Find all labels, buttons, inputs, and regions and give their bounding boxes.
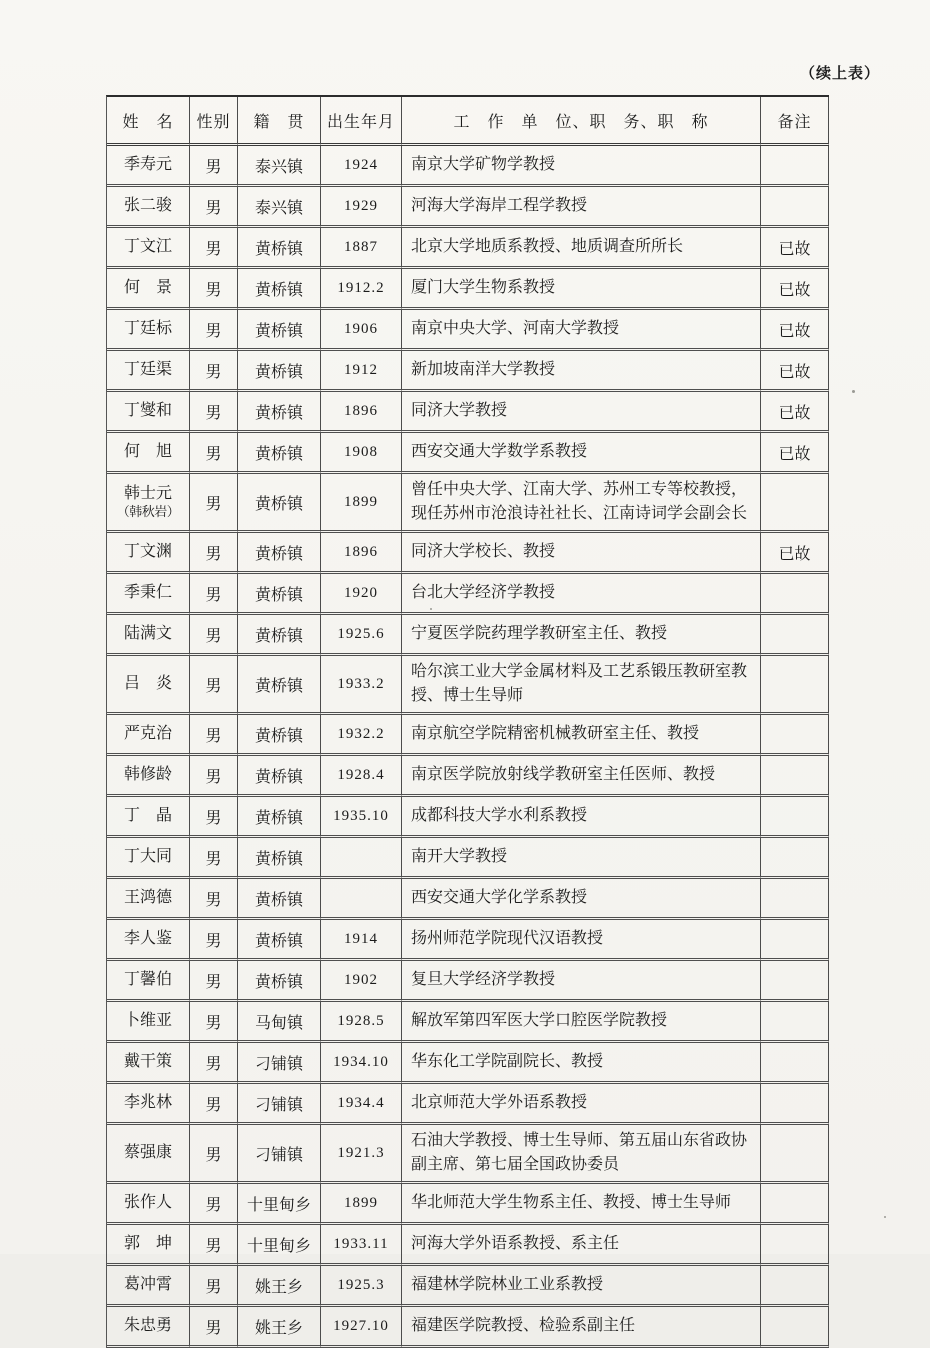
gender-cell: 男: [190, 187, 238, 228]
work-unit-cell: 西安交通大学数学系教授: [402, 433, 761, 474]
native-place-cell: 黄桥镇: [238, 797, 321, 838]
person-name: 卜维亚: [123, 1012, 172, 1029]
name-cell: [107, 879, 190, 920]
native-place-cell: 刁铺镇: [238, 1043, 321, 1084]
person-name: 李人鉴: [123, 930, 172, 947]
native-place-cell: 黄桥镇: [238, 615, 321, 656]
note-cell: [761, 1225, 829, 1266]
table-header: [107, 97, 829, 146]
note-cell: [761, 187, 829, 228]
name-cell: [107, 1225, 190, 1266]
person-name: 丁燮和: [123, 402, 172, 419]
table-row: [107, 1002, 829, 1043]
gender-cell: 男: [190, 920, 238, 961]
name-cell: [107, 351, 190, 392]
name-cell: [107, 269, 190, 310]
note-cell: [761, 961, 829, 1002]
work-unit-cell: 同济大学校长、教授: [402, 533, 761, 574]
note-cell: [761, 474, 829, 533]
work-unit-cell: 宁夏医学院药理学教研室主任、教授: [402, 615, 761, 656]
note-cell: 已故: [761, 269, 829, 310]
column-header: 出生年月: [321, 97, 402, 146]
person-name: 丁廷标: [123, 320, 172, 337]
work-unit-cell: 河海大学外语系教授、系主任: [402, 1225, 761, 1266]
table-row: [107, 1125, 829, 1184]
gender-cell: 男: [190, 228, 238, 269]
work-unit-cell: 西安交通大学化学系教授: [402, 879, 761, 920]
person-name: 葛冲霄: [123, 1276, 172, 1293]
table-row: [107, 146, 829, 187]
note-cell: [761, 797, 829, 838]
native-place-cell: 泰兴镇: [238, 146, 321, 187]
gender-cell: 男: [190, 838, 238, 879]
gender-cell: 男: [190, 1043, 238, 1084]
person-name: 李兆林: [123, 1094, 172, 1111]
native-place-cell: 马甸镇: [238, 1002, 321, 1043]
gender-cell: 男: [190, 269, 238, 310]
gender-cell: 男: [190, 1125, 238, 1184]
birth-date-cell: 1933.2: [321, 656, 402, 715]
birth-date-cell: 1912: [321, 351, 402, 392]
note-cell: 已故: [761, 351, 829, 392]
note-cell: [761, 920, 829, 961]
native-place-cell: 黄桥镇: [238, 879, 321, 920]
birth-date-cell: 1896: [321, 533, 402, 574]
table-row: [107, 228, 829, 269]
gender-cell: 男: [190, 351, 238, 392]
native-place-cell: 黄桥镇: [238, 392, 321, 433]
name-cell: [107, 574, 190, 615]
note-cell: [761, 615, 829, 656]
note-cell: 已故: [761, 228, 829, 269]
birth-date-cell: [321, 879, 402, 920]
native-place-cell: 姚王乡: [238, 1307, 321, 1348]
name-cell: [107, 1184, 190, 1225]
note-cell: 已故: [761, 392, 829, 433]
gender-cell: 男: [190, 433, 238, 474]
note-cell: [761, 1184, 829, 1225]
birth-date-cell: 1925.3: [321, 1266, 402, 1307]
name-cell: [107, 838, 190, 879]
table-row: [107, 533, 829, 574]
person-alt-name: （韩秋岩）: [116, 503, 180, 519]
note-cell: [761, 879, 829, 920]
person-name: 张二骏: [123, 197, 172, 214]
note-cell: [761, 715, 829, 756]
native-place-cell: 泰兴镇: [238, 187, 321, 228]
native-place-cell: 黄桥镇: [238, 656, 321, 715]
gender-cell: 男: [190, 756, 238, 797]
name-cell: [107, 392, 190, 433]
native-place-cell: 黄桥镇: [238, 310, 321, 351]
name-cell: [107, 433, 190, 474]
birth-date-cell: 1934.4: [321, 1084, 402, 1125]
name-cell: [107, 756, 190, 797]
note-cell: [761, 1125, 829, 1184]
work-unit-cell: 厦门大学生物系教授: [402, 269, 761, 310]
person-name: 丁馨伯: [123, 971, 172, 988]
person-name: 丁廷渠: [123, 361, 172, 378]
note-cell: [761, 656, 829, 715]
name-cell: [107, 146, 190, 187]
work-unit-cell: 同济大学教授: [402, 392, 761, 433]
table-row: [107, 433, 829, 474]
native-place-cell: 黄桥镇: [238, 269, 321, 310]
person-name: 季寿元: [123, 156, 172, 173]
person-name: 何 景: [123, 279, 172, 296]
native-place-cell: 黄桥镇: [238, 351, 321, 392]
scan-speck: [852, 390, 855, 393]
work-unit-cell: 曾任中央大学、江南大学、苏州工专等校教授，现任苏州市沧浪诗社社长、江南诗词学会副会长: [402, 474, 761, 533]
gender-cell: 男: [190, 656, 238, 715]
birth-date-cell: 1924: [321, 146, 402, 187]
name-cell: [107, 797, 190, 838]
note-cell: [761, 1002, 829, 1043]
table-row: [107, 920, 829, 961]
table-row: [107, 269, 829, 310]
person-name: 丁大同: [123, 848, 172, 865]
table-row: [107, 392, 829, 433]
work-unit-cell: 福建医学院教授、检验系副主任: [402, 1307, 761, 1348]
table-row: [107, 1307, 829, 1348]
name-cell: [107, 961, 190, 1002]
birth-date-cell: 1914: [321, 920, 402, 961]
birth-date-cell: 1933.11: [321, 1225, 402, 1266]
table-row: [107, 574, 829, 615]
native-place-cell: 黄桥镇: [238, 533, 321, 574]
birth-date-cell: 1906: [321, 310, 402, 351]
birth-date-cell: 1896: [321, 392, 402, 433]
name-cell: [107, 1002, 190, 1043]
native-place-cell: 黄桥镇: [238, 474, 321, 533]
birth-date-cell: 1932.2: [321, 715, 402, 756]
header-row: [107, 97, 829, 146]
scan-speck: [884, 1216, 886, 1218]
native-place-cell: 黄桥镇: [238, 838, 321, 879]
continuation-note: （续上表）: [799, 66, 880, 82]
native-place-cell: 姚王乡: [238, 1266, 321, 1307]
native-place-cell: 十里甸乡: [238, 1225, 321, 1266]
note-cell: [761, 574, 829, 615]
gender-cell: 男: [190, 310, 238, 351]
table-row: [107, 1266, 829, 1307]
birth-date-cell: 1935.10: [321, 797, 402, 838]
note-cell: [761, 1266, 829, 1307]
person-name: 朱忠勇: [123, 1317, 172, 1334]
name-cell: [107, 1043, 190, 1084]
gender-cell: 男: [190, 1184, 238, 1225]
table-row: [107, 310, 829, 351]
note-cell: [761, 1043, 829, 1084]
gender-cell: 男: [190, 392, 238, 433]
birth-date-cell: 1925.6: [321, 615, 402, 656]
column-header: 籍 贯: [238, 97, 321, 146]
native-place-cell: 黄桥镇: [238, 574, 321, 615]
native-place-cell: 黄桥镇: [238, 433, 321, 474]
work-unit-cell: 华东化工学院副院长、教授: [402, 1043, 761, 1084]
table-row: [107, 615, 829, 656]
work-unit-cell: 北京大学地质系教授、地质调查所所长: [402, 228, 761, 269]
note-cell: 已故: [761, 533, 829, 574]
person-name: 季秉仁: [123, 584, 172, 601]
work-unit-cell: 南开大学教授: [402, 838, 761, 879]
column-header: 工 作 单 位、职 务、职 称: [402, 97, 761, 146]
column-header: 姓 名: [107, 97, 190, 146]
person-name: 王鸿德: [123, 889, 172, 906]
birth-date-cell: 1934.10: [321, 1043, 402, 1084]
person-name: 何 旭: [123, 443, 172, 460]
native-place-cell: 黄桥镇: [238, 961, 321, 1002]
person-name: 韩修龄: [123, 766, 172, 783]
person-name: 丁文渊: [123, 543, 172, 560]
person-name: 张作人: [123, 1194, 172, 1211]
native-place-cell: 黄桥镇: [238, 920, 321, 961]
note-cell: 已故: [761, 433, 829, 474]
person-name: 戴干策: [123, 1053, 172, 1070]
person-name: 吕 炎: [123, 675, 172, 692]
gender-cell: 男: [190, 1084, 238, 1125]
birth-date-cell: 1920: [321, 574, 402, 615]
name-cell: [107, 1125, 190, 1184]
native-place-cell: 刁铺镇: [238, 1125, 321, 1184]
work-unit-cell: 新加坡南洋大学教授: [402, 351, 761, 392]
work-unit-cell: 河海大学海岸工程学教授: [402, 187, 761, 228]
note-cell: [761, 838, 829, 879]
table-row: [107, 474, 829, 533]
note-cell: [761, 1084, 829, 1125]
name-cell: [107, 1307, 190, 1348]
column-header: 性别: [190, 97, 238, 146]
table-row: [107, 187, 829, 228]
birth-date-cell: 1929: [321, 187, 402, 228]
gender-cell: 男: [190, 615, 238, 656]
native-place-cell: 十里甸乡: [238, 1184, 321, 1225]
gender-cell: 男: [190, 533, 238, 574]
gender-cell: 男: [190, 715, 238, 756]
name-cell: [107, 920, 190, 961]
person-name: 丁文江: [123, 238, 172, 255]
birth-date-cell: 1921.3: [321, 1125, 402, 1184]
table-row: [107, 756, 829, 797]
name-cell: [107, 228, 190, 269]
work-unit-cell: 哈尔滨工业大学金属材料及工艺系锻压教研室教授、博士生导师: [402, 656, 761, 715]
gender-cell: 男: [190, 474, 238, 533]
name-cell: [107, 715, 190, 756]
work-unit-cell: 解放军第四军医大学口腔医学院教授: [402, 1002, 761, 1043]
table-row: [107, 961, 829, 1002]
birth-date-cell: 1912.2: [321, 269, 402, 310]
table-row: [107, 1043, 829, 1084]
table-row: [107, 879, 829, 920]
work-unit-cell: 南京中央大学、河南大学教授: [402, 310, 761, 351]
gender-cell: 男: [190, 1307, 238, 1348]
table-row: [107, 797, 829, 838]
scan-speck: [430, 608, 432, 610]
work-unit-cell: 复旦大学经济学教授: [402, 961, 761, 1002]
table-row: [107, 351, 829, 392]
name-cell: [107, 656, 190, 715]
table-row: [107, 838, 829, 879]
table-row: [107, 715, 829, 756]
note-cell: 已故: [761, 310, 829, 351]
column-header: 备注: [761, 97, 829, 146]
gender-cell: 男: [190, 146, 238, 187]
person-name: 蔡强康: [123, 1144, 172, 1161]
native-place-cell: 黄桥镇: [238, 228, 321, 269]
native-place-cell: 黄桥镇: [238, 715, 321, 756]
gender-cell: 男: [190, 574, 238, 615]
person-name: 严克治: [123, 725, 172, 742]
birth-date-cell: 1899: [321, 474, 402, 533]
birth-date-cell: 1902: [321, 961, 402, 1002]
table-row: [107, 1184, 829, 1225]
work-unit-cell: 石油大学教授、博士生导师、第五届山东省政协副主席、第七届全国政协委员: [402, 1125, 761, 1184]
person-name: 韩士元: [123, 484, 172, 502]
work-unit-cell: 北京师范大学外语系教授: [402, 1084, 761, 1125]
gender-cell: 男: [190, 879, 238, 920]
birth-date-cell: 1927.10: [321, 1307, 402, 1348]
person-name: 陆满文: [123, 625, 172, 642]
birth-date-cell: 1887: [321, 228, 402, 269]
work-unit-cell: 南京航空学院精密机械教研室主任、教授: [402, 715, 761, 756]
gender-cell: 男: [190, 797, 238, 838]
work-unit-cell: 福建林学院林业工业系教授: [402, 1266, 761, 1307]
person-name: 郭 坤: [123, 1235, 172, 1252]
birth-date-cell: 1899: [321, 1184, 402, 1225]
birth-date-cell: [321, 838, 402, 879]
work-unit-cell: 成都科技大学水利系教授: [402, 797, 761, 838]
native-place-cell: 刁铺镇: [238, 1084, 321, 1125]
work-unit-cell: 台北大学经济学教授: [402, 574, 761, 615]
note-cell: [761, 756, 829, 797]
table-row: [107, 1225, 829, 1266]
name-cell: [107, 474, 190, 533]
gender-cell: 男: [190, 1002, 238, 1043]
note-cell: [761, 146, 829, 187]
gender-cell: 男: [190, 1266, 238, 1307]
work-unit-cell: 扬州师范学院现代汉语教授: [402, 920, 761, 961]
gender-cell: 男: [190, 961, 238, 1002]
person-name: 丁 晶: [123, 807, 172, 824]
birth-date-cell: 1928.5: [321, 1002, 402, 1043]
people-table: [106, 95, 829, 1348]
work-unit-cell: 华北师范大学生物系主任、教授、博士生导师: [402, 1184, 761, 1225]
birth-date-cell: 1908: [321, 433, 402, 474]
table-row: [107, 1084, 829, 1125]
name-cell: [107, 533, 190, 574]
work-unit-cell: 南京大学矿物学教授: [402, 146, 761, 187]
birth-date-cell: 1928.4: [321, 756, 402, 797]
native-place-cell: 黄桥镇: [238, 756, 321, 797]
gender-cell: 男: [190, 1225, 238, 1266]
name-cell: [107, 1084, 190, 1125]
name-cell: [107, 1266, 190, 1307]
name-cell: [107, 310, 190, 351]
name-cell: [107, 615, 190, 656]
note-cell: [761, 1307, 829, 1348]
work-unit-cell: 南京医学院放射线学教研室主任医师、教授: [402, 756, 761, 797]
table-row: [107, 656, 829, 715]
name-cell: [107, 187, 190, 228]
